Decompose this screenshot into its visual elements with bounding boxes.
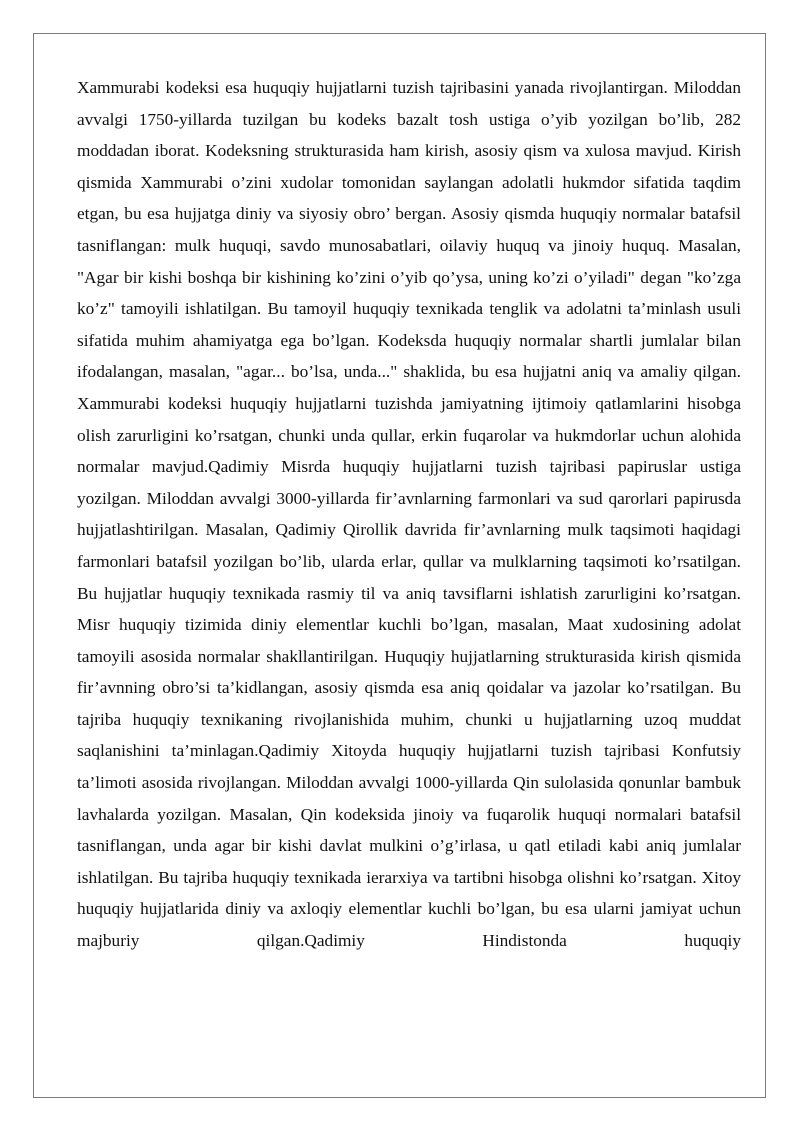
document-body-text: Xammurabi kodeksi esa huquqiy hujjatlarni tuzish tajribasini yanada rivojlantirgan. Miloddan avvalgi 1750-yillarda tuzilgan bu kodeks bazalt tosh ustiga o’yib yozilgan bo’lib, 282 moddadan iborat. Kodeksning strukturasida ham kirish, asosiy qism va xulosa mavjud. Kirish qismida Xammurabi o’zini xudolar tomonidan saylangan adolatli hukmdor sifatida taqdim etgan, bu esa hujjatga diniy va siyosiy obro’ bergan. Asosiy qismda huquqiy normalar batafsil tasniflangan: mulk huquqi, savdo munosabatlari, oilaviy huquq va jinoiy huquq. Masalan, "Agar bir kishi boshqa bir kishining ko’zini o’yib qo’ysa, uning ko’zi o’yiladi" degan "ko’zga ko’z" tamoyili ishlatilgan. Bu tamoyil huquqiy texnikada tenglik va adolatni ta’minlash usuli sifatida muhim ahamiyatga ega bo’lgan. Kodeksda huquqiy normalar shartli jumlalar bilan ifodalangan, masalan, "agar... bo’lsa, unda..." shaklida, bu esa hujjatni aniq va amaliy qilgan. Xammurabi kodeksi huquqiy hujjatlarni tuzishda jamiyatning ijtimoiy qatlamlarini hisobga olish zarurligini ko’rsatgan, chunki unda qullar, erkin fuqarolar va hukmdorlar uchun alohida normalar mavjud.Qadimiy Misrda huquqiy hujjatlarni tuzish tajribasi papiruslar ustiga yozilgan. Miloddan avvalgi 3000-yillarda fir’avnlarning farmonlari va sud qarorlari papirusda hujjatlashtirilgan. Masalan, Qadimiy Qirollik davrida fir’avnlarning mulk taqsimoti haqidagi farmonlari batafsil yozilgan bo’lib, ularda erlar, qullar va mulklarning taqsimoti ko’rsatilgan. Bu hujjatlar huquqiy texnikada rasmiy til va aniq tavsiflarni ishlatish zarurligini ko’rsatgan. Misr huquqiy tizimida diniy elementlar kuchli bo’lgan, masalan, Maat xudosining adolat tamoyili asosida normalar shakllantirilgan. Huquqiy hujjatlarning strukturasida kirish qismida fir’avnning obro’si ta’kidlangan, asosiy qismda esa aniq qoidalar va jazolar ko’rsatilgan. Bu tajriba huquqiy texnikaning rivojlanishida muhim, chunki u hujjatlarning uzoq muddat saqlanishini ta’minlagan.Qadimiy Xitoyda huquqiy hujjatlarni tuzish tajribasi Konfutsiy ta’limoti asosida rivojlangan. Miloddan avvalgi 1000-yillarda Qin sulolasida qonunlar bambuk lavhalarda yozilgan. Masalan, Qin kodeksida jinoiy va fuqarolik huquqi normalari batafsil tasniflangan, unda agar bir kishi davlat mulkini o’g’irlasa, u qatl etiladi kabi aniq jumlalar ishlatilgan. Bu tajriba huquqiy texnikada ierarxiya va tartibni hisobga olishni ko’rsatgan. Xitoy huquqiy hujjatlarida diniy va axloqiy elementlar kuchli bo’lgan, bu esa ularni jamiyat uchun majburiy qilgan.Qadimiy Hindistonda huquqiy	[77, 78, 741, 951]
